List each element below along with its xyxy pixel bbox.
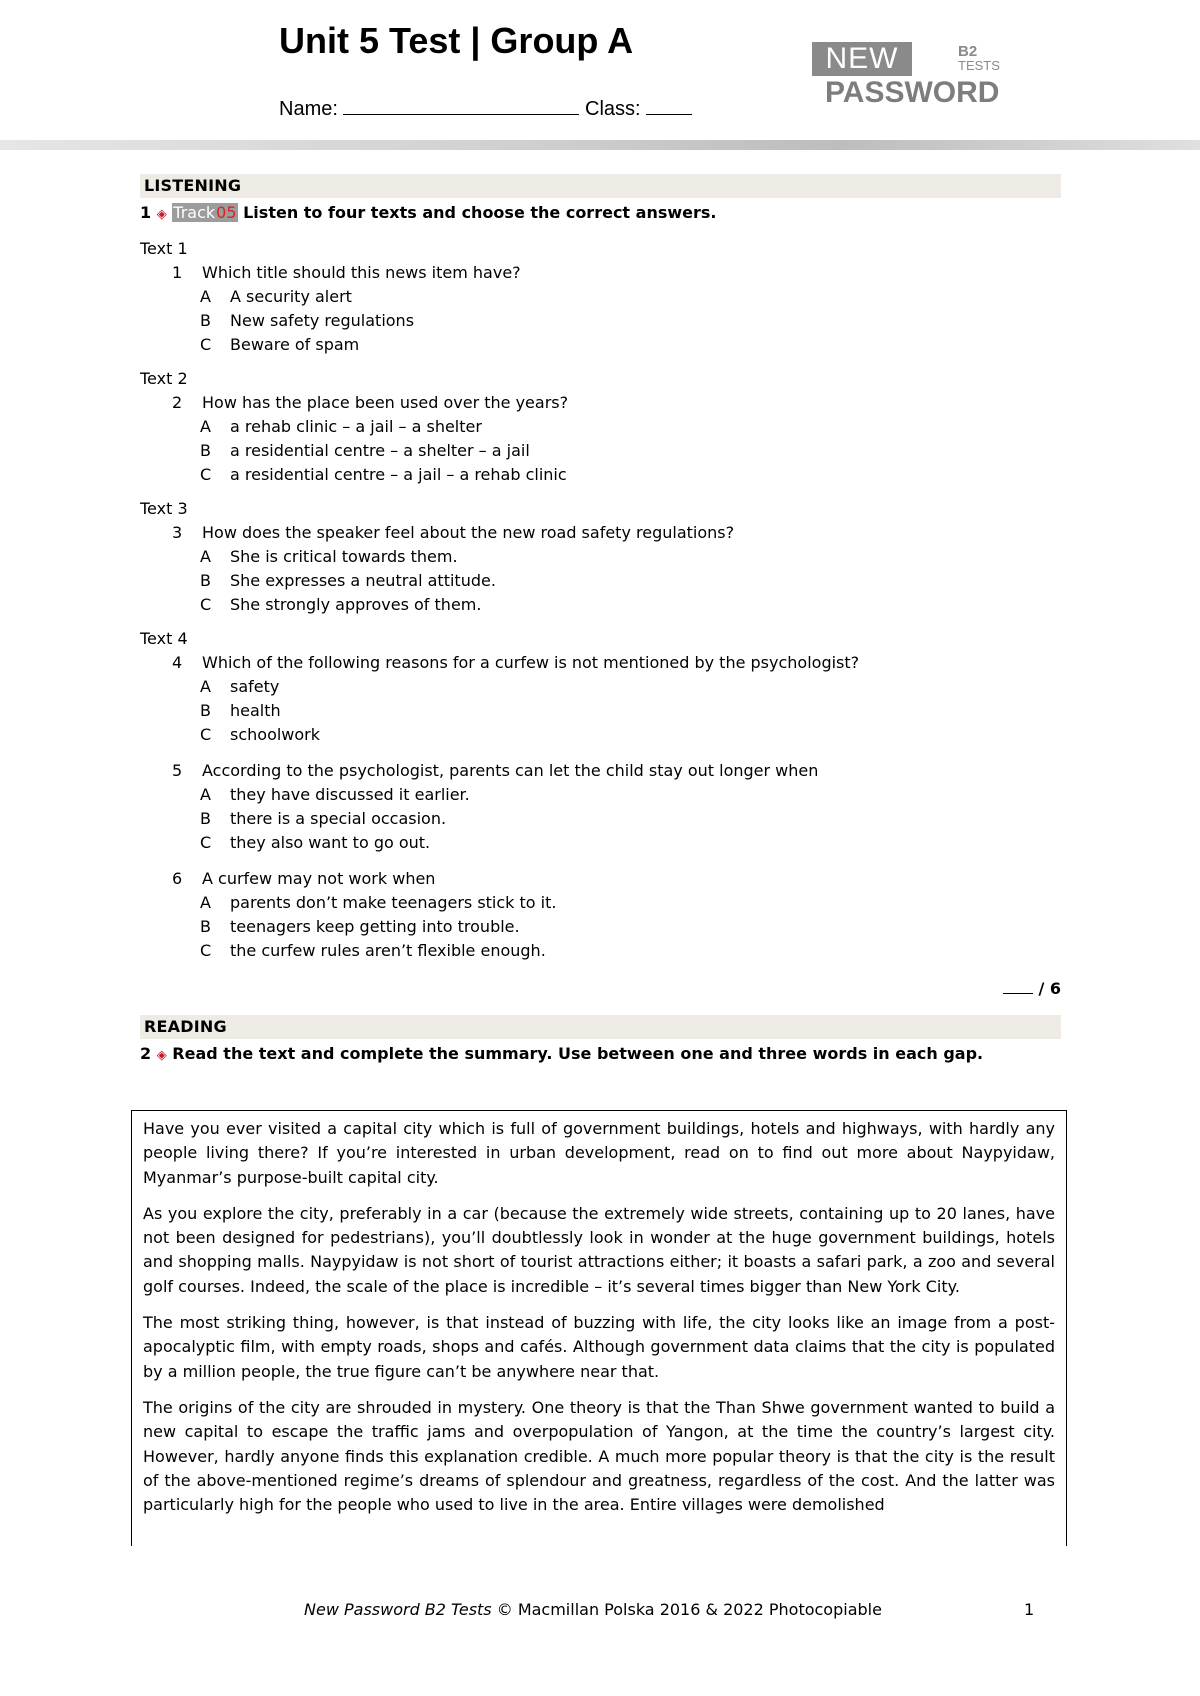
track-number: 05: [216, 203, 237, 222]
page-number: 1: [1024, 1600, 1035, 1619]
instruction-text: Read the text and complete the summary. Use between one and three words in each gap.: [172, 1044, 984, 1063]
reading-paragraph: Have you ever visited a capital city which is full of government buildings, hotels and highways, with hardly any people living there? If you’re interested in urban development, read on to find out more about Naypyidaw, Myanmar’s purpose-built capital city.: [143, 1119, 1055, 1187]
answer-option[interactable]: [200, 285, 1061, 309]
text-label: Text 1: [140, 239, 188, 258]
option-letter: C: [200, 725, 212, 744]
class-label: Class:: [585, 98, 641, 120]
option-letter: A: [200, 287, 211, 306]
option-text: they have discussed it earlier.: [230, 785, 470, 804]
footer-copyright: [304, 1600, 882, 1619]
option-letter: B: [200, 571, 211, 590]
answer-option[interactable]: [200, 675, 1061, 699]
text-label: Text 3: [140, 499, 188, 518]
answer-option[interactable]: [200, 569, 1061, 593]
logo-b2: B2: [958, 43, 978, 60]
page-title: Unit 5 Test | Group A: [279, 20, 634, 61]
test-content: [140, 174, 1061, 1068]
option-letter: A: [200, 417, 211, 436]
reading-paragraph: The origins of the city are shrouded in mystery. One theory is that the Than Shwe government wanted to build a new capital to escape the traffic jams and overpopulation of Yangon, at the time the country’s largest city. However, hardly anyone finds this explanation credible. A much more popular theory is that the city is the result of the above-mentioned regime’s dreams of splendour and greatness, regardless of the cost. And the latter was particularly high for the people who used to live in the area. Entire villages were demolished: [143, 1397, 1055, 1515]
question-stem: Which title should this news item have?: [202, 263, 521, 282]
question: [172, 261, 1061, 285]
exercise-number: 2: [140, 1044, 152, 1063]
question: [172, 391, 1061, 415]
listening-texts: [140, 237, 1061, 963]
option-text: Beware of spam: [230, 335, 360, 354]
question-number: 3: [172, 523, 183, 542]
answer-option[interactable]: [200, 463, 1061, 487]
option-text: there is a special occasion.: [230, 809, 447, 828]
option-letter: A: [200, 547, 211, 566]
new-password-logo: [812, 42, 1012, 108]
option-text: She strongly approves of them.: [230, 595, 482, 614]
answer-option[interactable]: [200, 699, 1061, 723]
name-label: Name:: [279, 98, 338, 120]
answer-option[interactable]: [200, 915, 1061, 939]
option-letter: C: [200, 833, 212, 852]
option-letter: C: [200, 335, 212, 354]
answer-option[interactable]: [200, 939, 1061, 963]
answer-option[interactable]: [200, 807, 1061, 831]
option-letter: B: [200, 441, 211, 460]
header-divider: [0, 140, 1200, 150]
option-letter: C: [200, 465, 212, 484]
track-label: Track: [173, 203, 216, 222]
option-text: a rehab clinic – a jail – a shelter: [230, 417, 482, 436]
question: [172, 521, 1061, 545]
question-number: 1: [172, 263, 183, 282]
question-stem: How has the place been used over the years?: [202, 393, 569, 412]
answer-option[interactable]: [200, 439, 1061, 463]
option-text: health: [230, 701, 281, 720]
option-letter: A: [200, 677, 211, 696]
question-stem: How does the speaker feel about the new road safety regulations?: [202, 523, 735, 542]
footer-rest: © Macmillan Polska 2016 & 2022 Photocopiable: [491, 1600, 882, 1619]
listening-score: [140, 977, 1061, 1001]
option-letter: C: [200, 941, 212, 960]
option-text: parents don’t make teenagers stick to it.: [230, 893, 557, 912]
reading-paragraph: As you explore the city, preferably in a car (because the extremely wide streets, containing up to 20 lanes, have not been designed for pedestrians), you’ll doubtlessly look in wonder at the huge government buildings, hotels and shopping malls. Naypyidaw is not short of tourist attractions either; it boasts a safari park, a zoo and several golf courses. Indeed, the scale of the place is incredible – it’s several times bigger than New York City.: [143, 1203, 1055, 1296]
answer-option[interactable]: [200, 309, 1061, 333]
question-number: 6: [172, 869, 183, 888]
answer-option[interactable]: [200, 333, 1061, 357]
question-number: 4: [172, 653, 183, 672]
class-blank: [646, 96, 692, 115]
text-label: Text 2: [140, 369, 188, 388]
exercise-icon: ◈: [156, 1048, 167, 1063]
headphones-icon: ◈: [156, 207, 167, 222]
reading-instruction: [140, 1042, 1061, 1068]
listening-heading: LISTENING: [140, 174, 1061, 198]
listening-instruction: [140, 201, 1061, 227]
score-blank: [1003, 977, 1033, 994]
option-letter: B: [200, 701, 211, 720]
name-blank: [343, 96, 579, 115]
option-text: A security alert: [230, 287, 352, 306]
option-text: a residential centre – a shelter – a jail: [230, 441, 530, 460]
option-letter: B: [200, 809, 211, 828]
option-letter: B: [200, 917, 211, 936]
reading-heading: READING: [140, 1015, 1061, 1039]
question-number: 2: [172, 393, 183, 412]
name-class-line: [279, 96, 692, 121]
instruction-text: Listen to four texts and choose the correct answers.: [243, 203, 717, 222]
exercise-number: 1: [140, 203, 152, 222]
option-letter: B: [200, 311, 211, 330]
reading-paragraph: The most striking thing, however, is that instead of buzzing with life, the city looks like an image from a post-apocalyptic film, with empty roads, shops and cafés. Although government data claims that the city is populated by a million people, the true figure can’t be anywhere near that.: [143, 1313, 1055, 1381]
option-text: New safety regulations: [230, 311, 415, 330]
question-stem: A curfew may not work when: [202, 869, 436, 888]
answer-option[interactable]: [200, 891, 1061, 915]
question-stem: Which of the following reasons for a curfew is not mentioned by the psychologist?: [202, 653, 860, 672]
option-text: a residential centre – a jail – a rehab clinic: [230, 465, 567, 484]
answer-option[interactable]: [200, 831, 1061, 855]
answer-option[interactable]: [200, 545, 1061, 569]
footer-title: New Password B2 Tests: [304, 1600, 492, 1619]
option-letter: A: [200, 785, 211, 804]
option-text: She expresses a neutral attitude.: [230, 571, 496, 590]
logo-new: NEW: [812, 42, 912, 76]
logo-tests: TESTS: [958, 58, 1000, 73]
question: [172, 867, 1061, 891]
option-text: safety: [230, 677, 280, 696]
question-stem: According to the psychologist, parents can let the child stay out longer when: [202, 761, 819, 780]
answer-option[interactable]: [200, 783, 1061, 807]
option-text: the curfew rules aren’t flexible enough.: [230, 941, 546, 960]
option-text: schoolwork: [230, 725, 321, 744]
question: [172, 651, 1061, 675]
answer-option[interactable]: [200, 593, 1061, 617]
option-text: teenagers keep getting into trouble.: [230, 917, 520, 936]
option-text: She is critical towards them.: [230, 547, 458, 566]
option-text: they also want to go out.: [230, 833, 431, 852]
answer-option[interactable]: [200, 415, 1061, 439]
logo-password: PASSWORD: [825, 76, 1000, 109]
option-letter: C: [200, 595, 212, 614]
option-letter: A: [200, 893, 211, 912]
question: [172, 759, 1061, 783]
score-total: / 6: [1038, 979, 1061, 998]
text-label: Text 4: [140, 629, 188, 648]
reading-text-box: [131, 1110, 1067, 1546]
answer-option[interactable]: [200, 723, 1061, 747]
question-number: 5: [172, 761, 183, 780]
